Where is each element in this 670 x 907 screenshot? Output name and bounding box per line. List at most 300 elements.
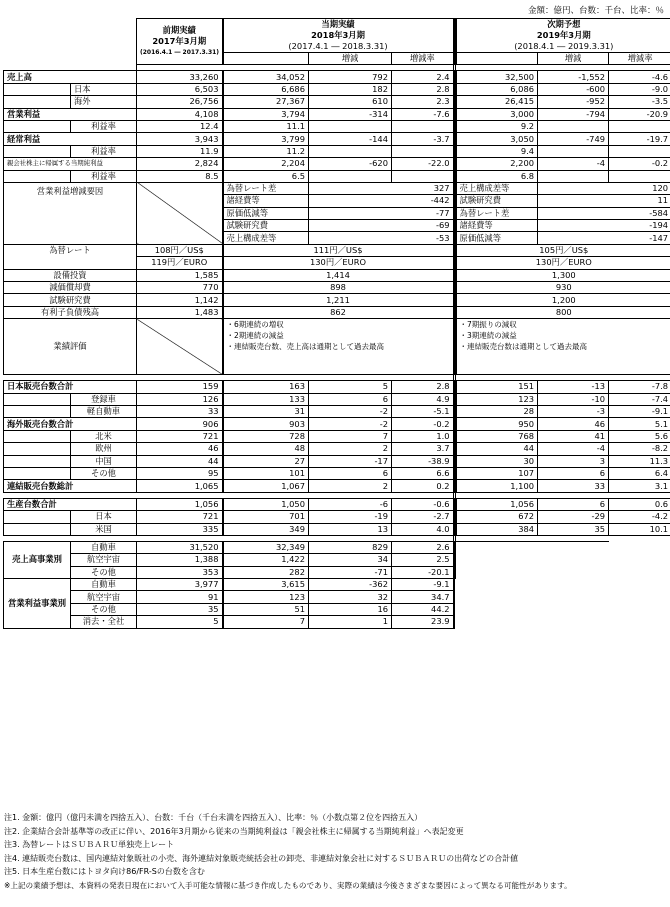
prev-value: 26,756 [137, 96, 223, 108]
prev-value: 1,065 [137, 480, 223, 492]
results-table [3, 18, 670, 629]
curr-rate: 2.5 [392, 554, 454, 566]
note-line: 注5. 日本生産台数にはトヨタ向け86/FR-Sの台数を含む [4, 867, 205, 876]
row-label: 親会社株主に帰属する当期純利益 [4, 158, 137, 170]
factor-name: 試験研究費 [223, 220, 309, 232]
evaluation-item: ・2期連続の減益 [226, 331, 284, 341]
next-value: 44 [456, 443, 538, 455]
table-cell [4, 145, 71, 157]
row-label: その他 [71, 467, 137, 479]
curr-value: 6.5 [223, 170, 309, 182]
units-row [4, 381, 670, 393]
evaluation-next [456, 319, 670, 375]
prev-value: 1,056 [137, 498, 223, 510]
rate-header: 増減率 [609, 53, 670, 65]
curr-value: 48 [223, 443, 309, 455]
curr-value: 1,414 [223, 269, 454, 281]
prev-value: 353 [137, 566, 223, 578]
curr-rate: 4.9 [392, 393, 454, 405]
curr-change: -2 [309, 405, 392, 417]
curr-change: 1 [309, 616, 392, 628]
table-cell [4, 83, 71, 95]
row-label: 利益率 [71, 120, 137, 132]
curr-change: -71 [309, 566, 392, 578]
table-cell [454, 579, 609, 591]
next-value: 28 [456, 405, 538, 417]
table-cell [392, 145, 454, 157]
segment-label: 営業利益事業別 [4, 579, 71, 629]
curr-value: 3,799 [223, 133, 309, 145]
curr-change: 829 [309, 541, 392, 553]
next-change: 46 [538, 418, 609, 430]
row-label: 北米 [71, 430, 137, 442]
note-line: 注4. 連結販売台数は、国内連結対象販社の小売、海外連結対象販売統括会社の卸売、非連結対象会社に対するＳＵＢＡＲＵの出荷などの合計値 [4, 853, 519, 863]
row-label: 営業利益 [4, 108, 137, 120]
units-row [4, 467, 670, 479]
units-row [4, 393, 670, 405]
curr-change: 16 [309, 603, 392, 615]
next-value: 950 [456, 418, 538, 430]
evaluation-item: ・3期連続の減益 [459, 331, 517, 341]
curr-change: 792 [309, 71, 392, 83]
next-rate: 11.3 [609, 455, 670, 467]
row-label: その他 [71, 603, 137, 615]
row-label: 消去・全社 [71, 616, 137, 628]
table-body [4, 19, 670, 629]
next-value: 26,415 [456, 96, 538, 108]
curr-rate: 23.9 [392, 616, 454, 628]
segment-op-row [4, 579, 670, 591]
prev-value: 906 [137, 418, 223, 430]
curr-rate: -7.6 [392, 108, 454, 120]
prev-value: 159 [137, 381, 223, 393]
next-change: -4 [538, 443, 609, 455]
ord-row [4, 133, 670, 145]
factor-name: 試験研究費 [456, 195, 538, 207]
rate-header: 増減率 [392, 53, 454, 65]
diagonal-cell [137, 182, 223, 244]
curr-header [223, 19, 454, 53]
prev-value: 44 [137, 455, 223, 467]
table-cell [4, 430, 71, 442]
factor-value: -53 [309, 232, 454, 244]
curr-rate: 2.4 [392, 71, 454, 83]
factor-value: 120 [538, 182, 670, 194]
prev-value: 46 [137, 443, 223, 455]
next-value: 2,200 [456, 158, 538, 170]
next-value: 107 [456, 467, 538, 479]
curr-value: 2,204 [223, 158, 309, 170]
row-label: 生産台数合計 [4, 498, 137, 510]
chg-header: 増減 [538, 53, 609, 65]
note-line: 注1. 金額：億円（億円未満を四捨五入）、台数：千台（千台未満を四捨五入）、比率：％（小数点第２位を四捨五入） [4, 813, 423, 822]
next-period: 2019年3月期 [536, 30, 591, 40]
factor-value: 11 [538, 195, 670, 207]
curr-period: 2018年3月期 [311, 30, 365, 40]
curr-change: 6 [309, 393, 392, 405]
table-cell [4, 96, 71, 108]
next-change: -29 [538, 511, 609, 523]
curr-rate: -0.2 [392, 418, 454, 430]
curr-rate: -0.6 [392, 498, 454, 510]
misc-row [4, 306, 670, 318]
table-cell [4, 393, 71, 405]
segment-sales-row [4, 566, 670, 578]
evaluation-item: ・7期振りの減収 [459, 320, 517, 330]
curr-rate: 0.2 [392, 480, 454, 492]
row-label: 日本 [71, 83, 137, 95]
note-line: ※上記の業績予想は、本資料の発表日現在において入手可能な情報に基づき作成したものであり、実際の業績は今後さまざまな要因によって異なる可能性があります。 [4, 880, 572, 890]
next-value: 384 [456, 523, 538, 535]
curr-value: 11.2 [223, 145, 309, 157]
curr-value: 1,067 [223, 480, 309, 492]
prev-value: 1,585 [137, 269, 223, 281]
curr-rate: 4.0 [392, 523, 454, 535]
units-row [4, 405, 670, 417]
table-cell [609, 145, 670, 157]
curr-value: 862 [223, 306, 454, 318]
next-rate: 10.1 [609, 523, 670, 535]
table-cell [4, 455, 71, 467]
segment-label: 売上高事業別 [4, 541, 71, 578]
prev-value: 33,260 [137, 71, 223, 83]
next-rate: -9.0 [609, 83, 670, 95]
curr-rate: -2.7 [392, 511, 454, 523]
table-cell [4, 467, 71, 479]
next-value: 123 [456, 393, 538, 405]
next-value: 9.2 [456, 120, 538, 132]
curr-value: 898 [223, 282, 454, 294]
curr-value: 133 [223, 393, 309, 405]
row-label: 航空宇宙 [71, 591, 137, 603]
factors-label: 営業利益増減要因 [4, 182, 137, 244]
prev-value: 6,503 [137, 83, 223, 95]
next-rate: -9.1 [609, 405, 670, 417]
table-cell [538, 145, 609, 157]
curr-change: 7 [309, 430, 392, 442]
next-rate: -4.2 [609, 511, 670, 523]
prev-header [137, 19, 223, 65]
table-cell [4, 523, 71, 535]
curr-change: -144 [309, 133, 392, 145]
factor-value: -442 [309, 195, 454, 207]
table-cell [309, 145, 392, 157]
units-row [4, 443, 670, 455]
next-rate: -7.8 [609, 381, 670, 393]
op-row [4, 108, 670, 120]
curr-rate: 34.7 [392, 591, 454, 603]
table-cell [392, 170, 454, 182]
prev-period: 2017年3月期 [152, 36, 207, 47]
curr-change: -2 [309, 418, 392, 430]
next-rate: 6.4 [609, 467, 670, 479]
prev-title: 前期実績 [162, 25, 196, 36]
table-cell [4, 511, 71, 523]
next-value: 30 [456, 455, 538, 467]
next-rate: 3.1 [609, 480, 670, 492]
next-value: 9.4 [456, 145, 538, 157]
prev-value: 91 [137, 591, 223, 603]
factor-value: -77 [309, 207, 454, 219]
prev-value: 1,142 [137, 294, 223, 306]
fx-curr: 130円／EURO [223, 257, 454, 269]
fx-prev: 119円／EURO [137, 257, 223, 269]
curr-rate: 44.2 [392, 603, 454, 615]
curr-value: 163 [223, 381, 309, 393]
table-cell [223, 53, 309, 65]
curr-change: 5 [309, 381, 392, 393]
next-rate: -4.6 [609, 71, 670, 83]
fx-prev: 108円／US$ [137, 244, 223, 256]
units-row [4, 455, 670, 467]
curr-range: (2017.4.1 ― 2018.3.31) [288, 41, 388, 51]
table-cell [392, 120, 454, 132]
row-label: 日本 [71, 511, 137, 523]
row-label: 利益率 [71, 145, 137, 157]
curr-rate: 2.8 [392, 381, 454, 393]
curr-change: 6 [309, 467, 392, 479]
curr-value: 34,052 [223, 71, 309, 83]
next-change: 6 [538, 498, 609, 510]
next-change: 6 [538, 467, 609, 479]
curr-value: 123 [223, 591, 309, 603]
row-label: 欧州 [71, 443, 137, 455]
row-label: 有利子負債残高 [4, 306, 137, 318]
segment-op-row [4, 603, 670, 615]
next-header [456, 19, 670, 53]
ord-margin-row [4, 145, 670, 157]
prev-value: 721 [137, 511, 223, 523]
prev-value: 35 [137, 603, 223, 615]
table-cell [609, 120, 670, 132]
next-value: 151 [456, 381, 538, 393]
table-cell [456, 566, 670, 578]
misc-row [4, 269, 670, 281]
units-row [4, 418, 670, 430]
curr-rate: -38.9 [392, 455, 454, 467]
curr-change: 2 [309, 443, 392, 455]
curr-rate: -20.1 [392, 566, 454, 578]
next-rate: -3.5 [609, 96, 670, 108]
curr-value: 27,367 [223, 96, 309, 108]
net-row [4, 158, 670, 170]
prev-value: 4,108 [137, 108, 223, 120]
next-change: -600 [538, 83, 609, 95]
factor-name: 為替レート差 [456, 207, 538, 219]
header-row [4, 19, 670, 53]
row-label: 減価償却費 [4, 282, 137, 294]
curr-value: 903 [223, 418, 309, 430]
next-change: -749 [538, 133, 609, 145]
segment-sales-row [4, 541, 670, 553]
curr-value: 1,422 [223, 554, 309, 566]
row-label: 軽自動車 [71, 405, 137, 417]
table-cell [456, 554, 670, 566]
prev-value: 1,388 [137, 554, 223, 566]
next-change: 41 [538, 430, 609, 442]
next-change: -794 [538, 108, 609, 120]
prev-value: 31,520 [137, 541, 223, 553]
curr-value: 349 [223, 523, 309, 535]
table-cell [456, 541, 670, 553]
table-cell [538, 120, 609, 132]
next-rate: -20.9 [609, 108, 670, 120]
prev-value: 2,824 [137, 158, 223, 170]
curr-value: 282 [223, 566, 309, 578]
curr-rate: 3.7 [392, 443, 454, 455]
factor-row [4, 182, 670, 194]
curr-value: 51 [223, 603, 309, 615]
next-rate: -19.7 [609, 133, 670, 145]
sales-row [4, 71, 670, 83]
curr-change: 610 [309, 96, 392, 108]
row-label: 米国 [71, 523, 137, 535]
fx-row [4, 244, 670, 256]
curr-value: 1,211 [223, 294, 454, 306]
curr-value: 3,615 [223, 579, 309, 591]
next-value: 1,200 [456, 294, 670, 306]
op-margin-row [4, 120, 670, 132]
next-value: 930 [456, 282, 670, 294]
next-change: -4 [538, 158, 609, 170]
factor-value: -69 [309, 220, 454, 232]
next-rate: -7.4 [609, 393, 670, 405]
next-value: 1,300 [456, 269, 670, 281]
evaluation-item: ・連結販売台数は通期として過去最高 [459, 342, 588, 352]
misc-row [4, 294, 670, 306]
next-value: 1,056 [456, 498, 538, 510]
next-rate: -8.2 [609, 443, 670, 455]
factor-value: -147 [538, 232, 670, 244]
curr-rate: -5.1 [392, 405, 454, 417]
next-value: 3,050 [456, 133, 538, 145]
misc-row [4, 282, 670, 294]
prev-value: 335 [137, 523, 223, 535]
next-value: 768 [456, 430, 538, 442]
table-cell [4, 443, 71, 455]
table-cell [454, 616, 609, 628]
segment-op-row [4, 591, 670, 603]
curr-rate: 1.0 [392, 430, 454, 442]
curr-value: 728 [223, 430, 309, 442]
row-label: 自動車 [71, 579, 137, 591]
row-label: 海外販売台数合計 [4, 418, 137, 430]
prev-value: 126 [137, 393, 223, 405]
curr-change: 2 [309, 480, 392, 492]
table-cell [4, 170, 71, 182]
curr-value: 32,349 [223, 541, 309, 553]
row-label: 売上高 [4, 71, 137, 83]
fx-label: 為替レート [4, 244, 137, 269]
factor-value: -584 [538, 207, 670, 219]
factor-name: 売上構成差等 [456, 182, 538, 194]
next-title: 次期予想 [547, 19, 581, 29]
curr-change: -362 [309, 579, 392, 591]
curr-rate: 2.8 [392, 83, 454, 95]
curr-value: 1,050 [223, 498, 309, 510]
next-value: 6.8 [456, 170, 538, 182]
next-change: 3 [538, 455, 609, 467]
curr-change: -314 [309, 108, 392, 120]
next-value: 800 [456, 306, 670, 318]
next-rate: 5.1 [609, 418, 670, 430]
units-row [4, 430, 670, 442]
units-row [4, 511, 670, 523]
next-change: -952 [538, 96, 609, 108]
next-value: 32,500 [456, 71, 538, 83]
evaluation-item: ・6期連続の増収 [226, 320, 284, 330]
factor-name: 諸経費等 [456, 220, 538, 232]
curr-change: -17 [309, 455, 392, 467]
chg-header: 増減 [309, 53, 392, 65]
curr-rate: 2.3 [392, 96, 454, 108]
row-label: 連結販売台数総計 [4, 480, 137, 492]
evaluation-row [4, 319, 670, 375]
next-change: -1,552 [538, 71, 609, 83]
notes [4, 811, 572, 892]
curr-title: 当期実績 [321, 19, 355, 29]
curr-change: -6 [309, 498, 392, 510]
fx-curr: 111円／US$ [223, 244, 454, 256]
fx-next: 130円／EURO [456, 257, 670, 269]
table-cell [309, 120, 392, 132]
curr-value: 6,686 [223, 83, 309, 95]
row-label: 試験研究費 [4, 294, 137, 306]
next-value: 672 [456, 511, 538, 523]
row-label: 利益率 [71, 170, 137, 182]
row-label: 海外 [71, 96, 137, 108]
curr-rate: -22.0 [392, 158, 454, 170]
curr-change: 13 [309, 523, 392, 535]
curr-value: 701 [223, 511, 309, 523]
net-margin-row [4, 170, 670, 182]
curr-rate: 2.6 [392, 541, 454, 553]
curr-value: 27 [223, 455, 309, 467]
next-change: 35 [538, 523, 609, 535]
next-value: 6,086 [456, 83, 538, 95]
row-label: 自動車 [71, 541, 137, 553]
next-rate: -0.2 [609, 158, 670, 170]
unit-note: 金額：億円、台数：千台、比率：％ [527, 6, 664, 16]
curr-change: 34 [309, 554, 392, 566]
row-label: 経常利益 [4, 133, 137, 145]
curr-value: 31 [223, 405, 309, 417]
factor-name: 原価低減等 [456, 232, 538, 244]
evaluation-curr [223, 319, 454, 375]
prev-value: 3,943 [137, 133, 223, 145]
prev-range: (2016.4.1 ― 2017.3.31) [140, 49, 220, 57]
factor-name: 為替レート差 [223, 182, 309, 194]
factor-name: 諸経費等 [223, 195, 309, 207]
factor-name: 原価低減等 [223, 207, 309, 219]
next-rate: 0.6 [609, 498, 670, 510]
next-change: 33 [538, 480, 609, 492]
curr-change: 182 [309, 83, 392, 95]
row-label: 中国 [71, 455, 137, 467]
sales-overseas-row [4, 96, 670, 108]
curr-value: 11.1 [223, 120, 309, 132]
prev-value: 33 [137, 405, 223, 417]
next-range: (2018.4.1 ― 2019.3.31) [514, 41, 614, 51]
curr-value: 101 [223, 467, 309, 479]
table-cell [4, 19, 137, 71]
prev-value: 11.9 [137, 145, 223, 157]
factor-value: -194 [538, 220, 670, 232]
sales-japan-row [4, 83, 670, 95]
factor-name: 売上構成差等 [223, 232, 309, 244]
units-row [4, 498, 670, 510]
curr-change: -620 [309, 158, 392, 170]
